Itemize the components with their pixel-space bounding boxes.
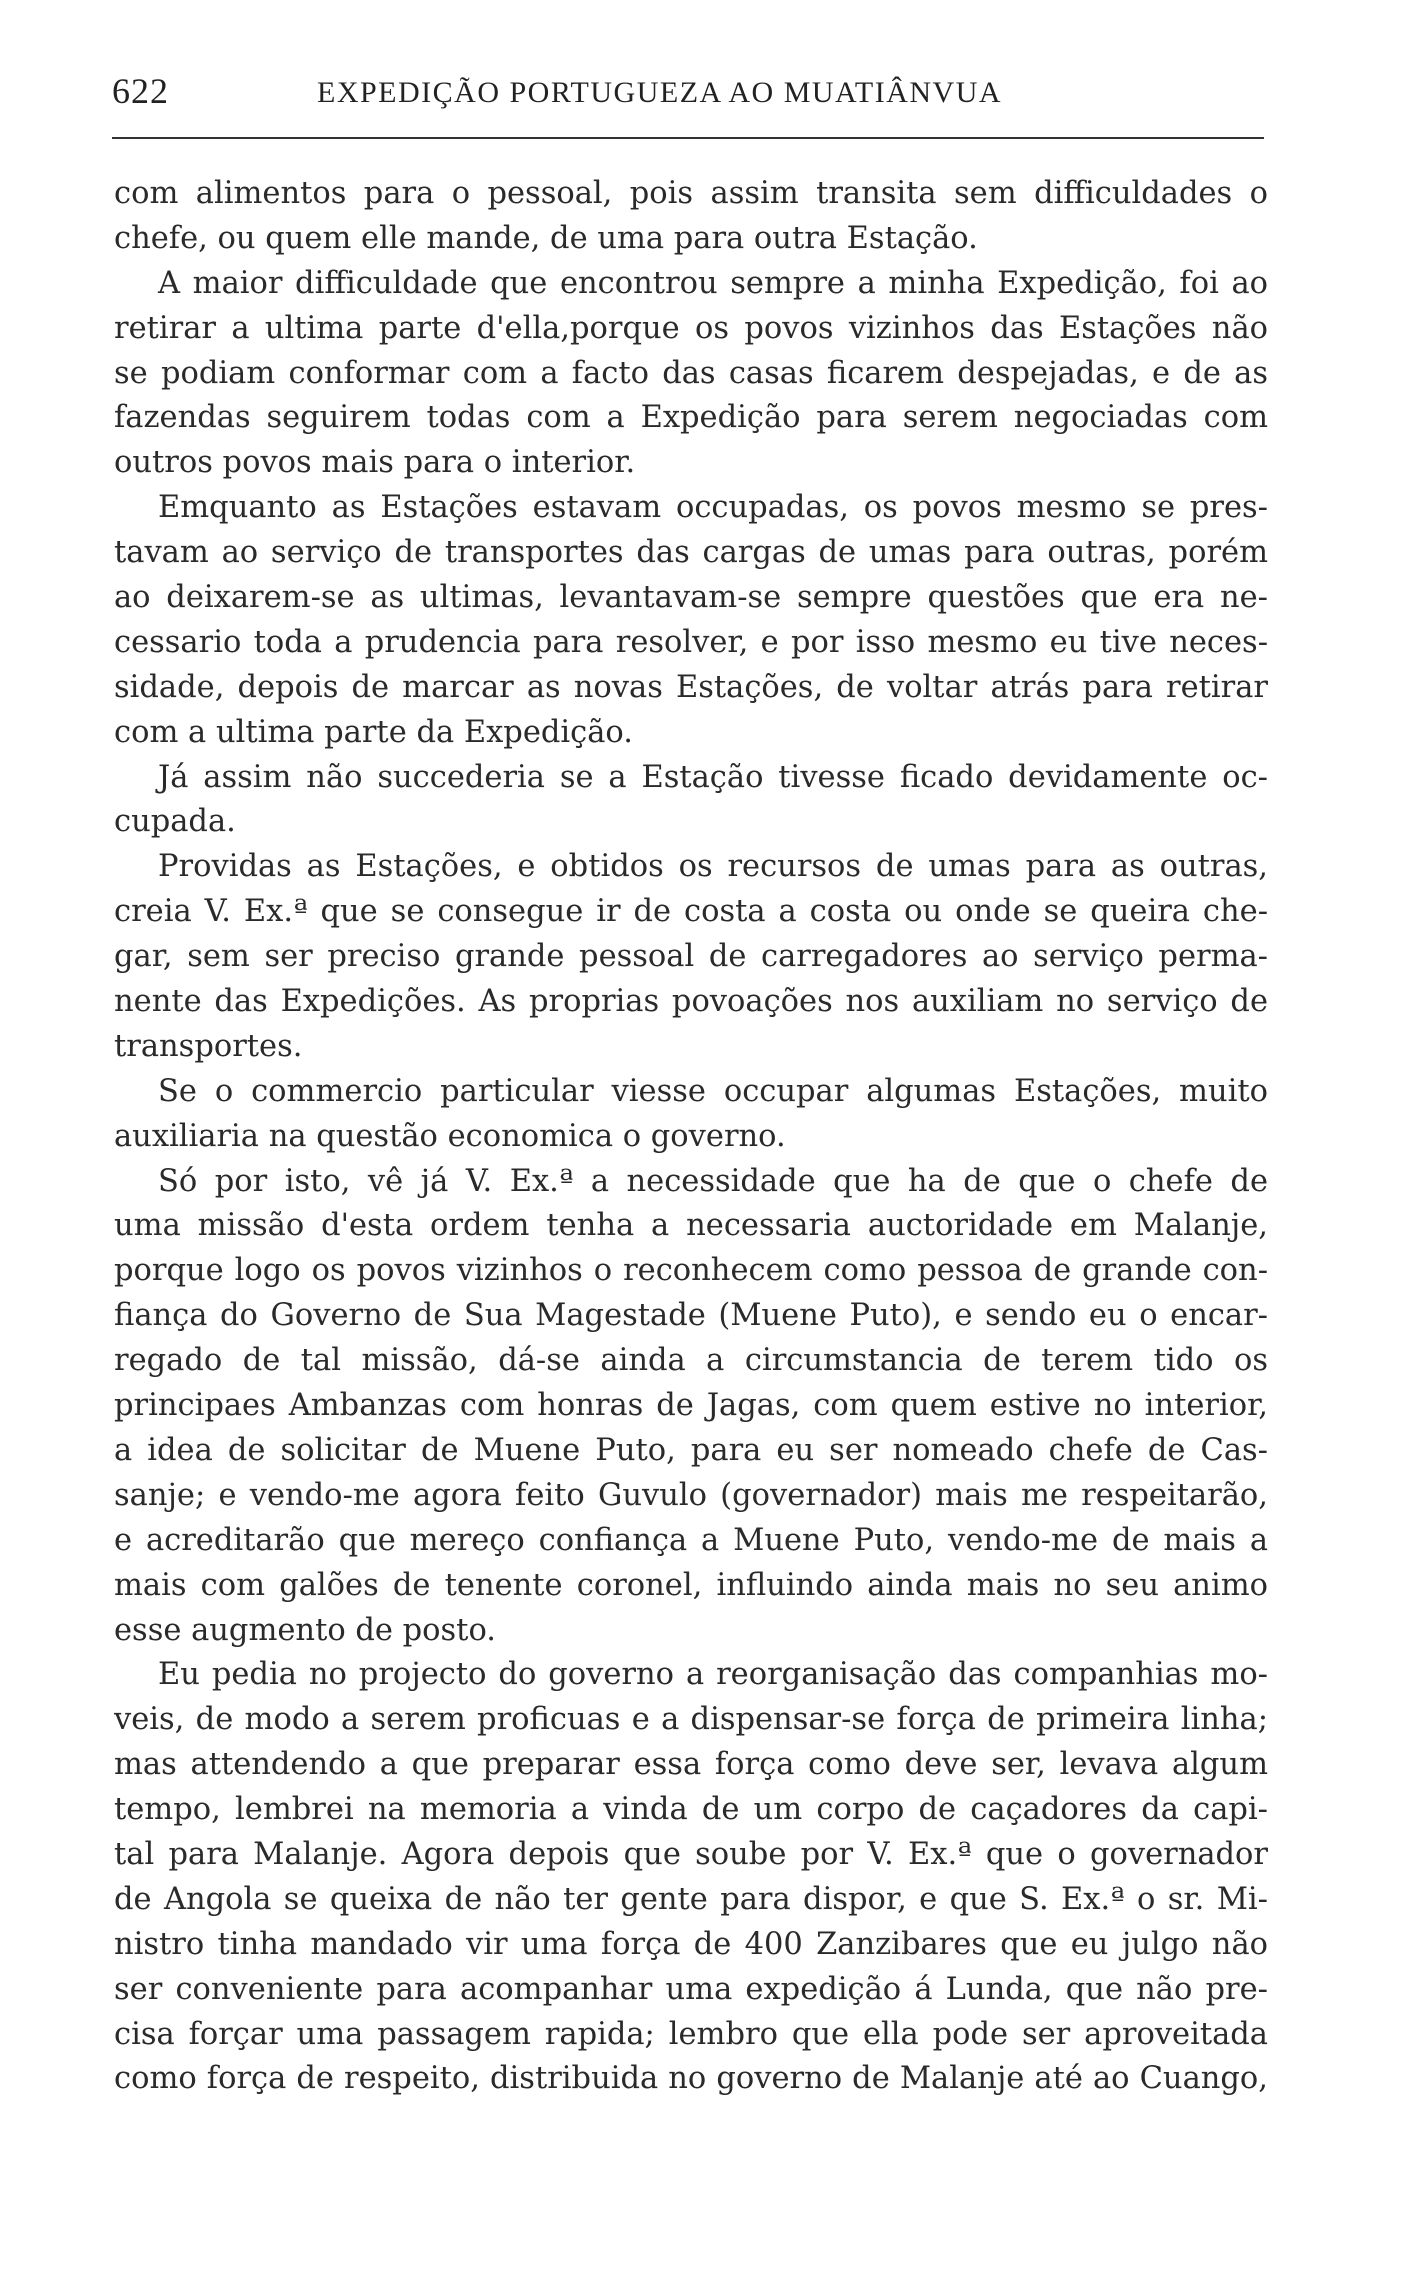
- text-line: Se o commercio particular viesse occupar algumas Estações, muito: [158, 1073, 1268, 1109]
- text-line: Providas as Estações, e obtidos os recursos de umas para as outras,: [158, 849, 1268, 885]
- text-line: Só por isto, vê já V. Ex.ª a necessidade que ha de que o chefe de: [158, 1163, 1268, 1199]
- text-line: fazendas seguirem todas com a Expedição para serem negociadas com: [114, 400, 1268, 436]
- text-line: tavam ao serviço de transportes das cargas de umas para outras, porém: [114, 535, 1268, 571]
- text-line: principaes Ambanzas com honras de Jagas, com quem estive no interior,: [114, 1388, 1268, 1424]
- text-line: porque logo os povos vizinhos o reconhecem como pessoa de grande con-: [114, 1253, 1268, 1289]
- text-line: Eu pedia no projecto do governo a reorganisação das companhias mo-: [158, 1657, 1268, 1693]
- text-line: chefe, ou quem elle mande, de uma para outra Estação.: [114, 220, 978, 256]
- page-number: 622: [112, 71, 169, 111]
- text-line: uma missão d'esta ordem tenha a necessaria auctoridade em Malanje,: [114, 1208, 1268, 1244]
- text-line: nente das Expedições. As proprias povoações nos auxiliam no serviço de: [114, 984, 1268, 1020]
- text-line: auxiliaria na questão economica o governo.: [114, 1118, 786, 1154]
- text-line: ao deixarem-se as ultimas, levantavam-se sempre questões que era ne-: [114, 580, 1268, 616]
- text-line: a idea de solicitar de Muene Puto, para eu ser nomeado chefe de Cas-: [114, 1432, 1268, 1468]
- page-header: [112, 70, 1260, 120]
- text-line: Emquanto as Estações estavam occupadas, os povos mesmo se pres-: [158, 490, 1268, 526]
- text-line: tempo, lembrei na memoria a vinda de um corpo de caçadores da capi-: [114, 1792, 1268, 1828]
- text-line: creia V. Ex.ª que se consegue ir de costa a costa ou onde se queira che-: [114, 894, 1268, 930]
- header-rule: [112, 137, 1264, 139]
- text-line: transportes.: [114, 1028, 303, 1064]
- text-line: retirar a ultima parte d'ella,porque os povos vizinhos das Estações não: [114, 310, 1268, 346]
- text-line: se podiam conformar com a facto das casas ficarem despejadas, e de as: [114, 355, 1268, 391]
- text-line: mas attendendo a que preparar essa força como deve ser, levava algum: [114, 1747, 1268, 1783]
- text-line: tal para Malanje. Agora depois que soube por V. Ex.ª que o governador: [114, 1836, 1268, 1872]
- text-line: outros povos mais para o interior.: [114, 445, 636, 481]
- text-line: e acreditarão que mereço confiança a Muene Puto, vendo-me de mais a: [114, 1522, 1268, 1558]
- running-title: EXPEDIÇÃO PORTUGUEZA AO MUATIÂNVUA: [317, 76, 1003, 109]
- text-line: cessario toda a prudencia para resolver, e por isso mesmo eu tive neces-: [114, 624, 1268, 660]
- text-line: esse augmento de posto.: [114, 1612, 496, 1648]
- body-text: [114, 172, 1268, 2102]
- text-line: regado de tal missão, dá-se ainda a circumstancia de terem tido os: [114, 1343, 1268, 1379]
- text-line: A maior difficuldade que encontrou sempre a minha Expedição, foi ao: [158, 265, 1268, 301]
- text-line: cupada.: [114, 804, 236, 840]
- text-line: Já assim não succederia se a Estação tivesse ficado devidamente oc-: [158, 759, 1268, 795]
- text-line: sidade, depois de marcar as novas Estações, de voltar atrás para retirar: [114, 669, 1268, 705]
- text-line: com alimentos para o pessoal, pois assim transita sem difficuldades o: [114, 176, 1268, 211]
- text-line: de Angola se queixa de não ter gente para dispor, e que S. Ex.ª o sr. Mi-: [114, 1881, 1268, 1917]
- text-line: sanje; e vendo-me agora feito Guvulo (governador) mais me respeitarão,: [114, 1477, 1268, 1513]
- text-line: mais com galões de tenente coronel, influindo ainda mais no seu animo: [114, 1567, 1268, 1603]
- text-line: nistro tinha mandado vir uma força de 400 Zanzibares que eu julgo não: [114, 1926, 1268, 1962]
- text-line: gar, sem ser preciso grande pessoal de carregadores ao serviço perma-: [114, 939, 1268, 975]
- text-line: com a ultima parte da Expedição.: [114, 714, 633, 750]
- text-line: ser conveniente para acompanhar uma expedição á Lunda, que não pre-: [114, 1971, 1268, 2007]
- text-line: cisa forçar uma passagem rapida; lembro que ella pode ser aproveitada: [114, 2016, 1268, 2052]
- text-line: veis, de modo a serem proficuas e a dispensar-se força de primeira linha;: [114, 1702, 1268, 1738]
- text-line: fiança do Governo de Sua Magestade (Muene Puto), e sendo eu o encar-: [114, 1298, 1268, 1334]
- text-line: como força de respeito, distribuida no governo de Malanje até ao Cuango,: [114, 2061, 1268, 2097]
